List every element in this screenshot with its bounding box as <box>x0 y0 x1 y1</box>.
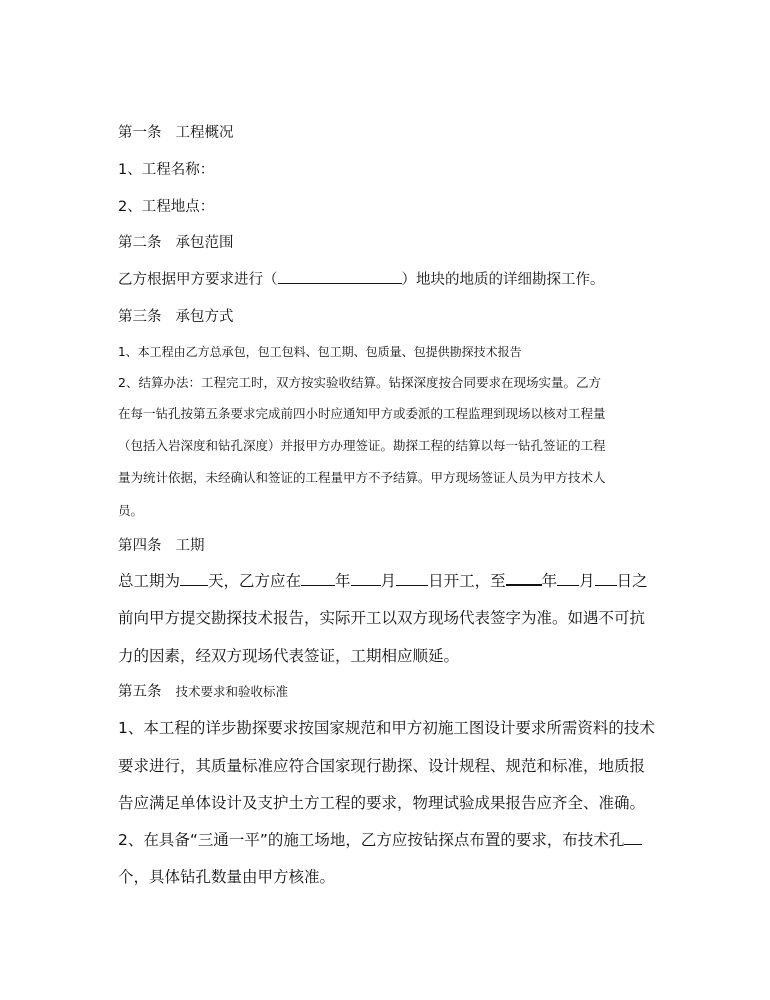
hole-count-blank <box>624 842 642 845</box>
article-5-heading <box>118 685 288 700</box>
end-year-blank <box>506 582 542 586</box>
plot-name-blank <box>278 281 402 284</box>
article-3-heading <box>118 310 234 325</box>
project-site-line: 2、工程地点： <box>118 199 215 215</box>
scope-text-before: 乙方根据甲方要求进行（ <box>118 272 278 288</box>
article-5-title: 技术要求和验收标准 <box>175 684 289 699</box>
tech-line-3: 告应满足单体设计及支护土方工程的要求，物理试验成果报告应齐全、准确。 <box>118 794 646 812</box>
method-line-5: 量为统计依据，未经确认和签证的工程量甲方不予结算。甲方现场签证人员为甲方技术人 <box>118 470 606 485</box>
method-line-4: （包括入岩深度和钻孔深度）并报甲方办理签证。勘探工程的结算以每一钻孔签证的工程 <box>118 438 606 453</box>
article-1-number: 第一条 <box>118 125 162 141</box>
period-text-3: 年 <box>335 572 351 590</box>
start-day-blank <box>396 583 428 586</box>
tech-line-2: 要求进行，其质量标准应符合国家现行勘探、设计规程、规范和标准，地质报 <box>118 757 646 775</box>
period-text-6: 年 <box>541 572 558 590</box>
period-line-1 <box>118 574 648 590</box>
period-line-3: 力的因素，经双方现场代表签证，工期相应顺延。 <box>118 647 460 665</box>
article-5-number: 第五条 <box>118 684 162 700</box>
tech-line-4 <box>118 833 642 849</box>
days-blank <box>180 583 208 586</box>
end-month-blank <box>557 583 579 586</box>
article-3-title: 承包方式 <box>175 309 234 325</box>
article-2-number: 第二条 <box>118 235 162 251</box>
period-text-4: 月 <box>380 572 397 590</box>
tech-line-4-text: 2、在具备“三通一平”的施工场地，乙方应按钻探点布置的要求，布技术孔 <box>118 831 625 849</box>
start-month-blank <box>351 583 381 586</box>
period-text-8: 日之 <box>616 572 648 590</box>
start-year-blank <box>301 583 335 586</box>
period-line-2: 前向甲方提交勘探技术报告，实际开工以双方现场代表签字为准。如遇不可抗 <box>118 609 646 627</box>
method-line-6: 员。 <box>118 503 144 518</box>
period-text-5: 日开工，至 <box>428 572 506 590</box>
period-text-2: 天，乙方应在 <box>208 572 302 590</box>
method-line-2: 2、结算办法：工程完工时，双方按实验收结算。钻探深度按合同要求在现场实量。乙方 <box>118 375 601 390</box>
project-name-line: 1、工程名称： <box>118 162 215 178</box>
method-line-1: 1、本工程由乙方总承包，包工包料、包工期、包质量、包提供勘探技术报告 <box>118 345 522 359</box>
scope-text-after: ）地块的地质的详细勘探工作。 <box>401 272 605 288</box>
article-4-title: 工期 <box>175 538 205 554</box>
period-text-7: 月 <box>579 572 595 590</box>
scope-line <box>118 273 605 288</box>
article-1-heading <box>118 126 234 141</box>
article-3-number: 第三条 <box>118 309 162 325</box>
article-1-title: 工程概况 <box>175 125 234 141</box>
end-day-blank <box>595 583 617 586</box>
tech-line-1: 1、本工程的详步勘探要求按国家规范和甲方初施工图设计要求所需资料的技术 <box>118 719 655 737</box>
article-4-number: 第四条 <box>118 538 162 554</box>
article-4-heading <box>118 539 205 554</box>
method-line-3: 在每一钻孔按第五条要求完成前四小时应通知甲方或委派的工程监理到现场以核对工程量 <box>118 406 606 421</box>
period-text-1: 总工期为 <box>118 572 181 590</box>
article-2-title: 承包范围 <box>175 235 234 251</box>
article-2-heading <box>118 236 234 251</box>
tech-line-5: 个，具体钻孔数量由甲方核准。 <box>118 868 336 886</box>
